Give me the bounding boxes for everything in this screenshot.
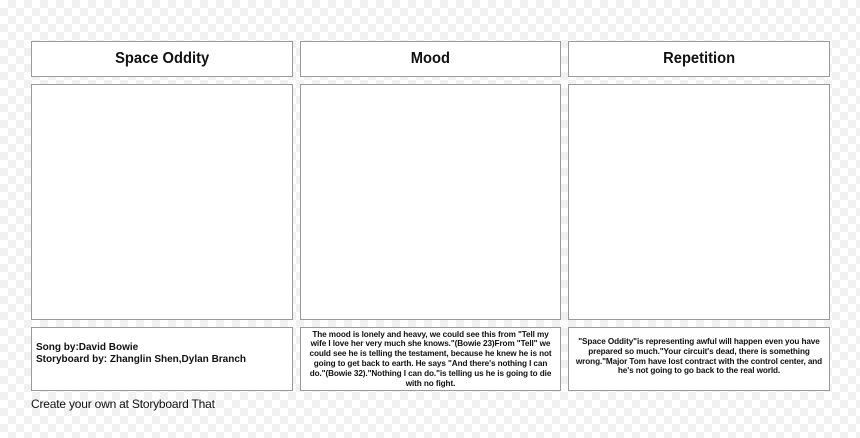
column-1-title-box [31,41,293,77]
column-2-title-box [300,41,561,77]
column-2-description: The mood is lonely and heavy, we could see this from "Tell my wife I love her very much she knows."(Bowie 23)From "Tell" we could see he is telling the testament, because he knew he is not going to get back to earth. He says "And there's nothing I can do."(Bowie 32)."Nothing I can do."is telling us he is going to die with no fight. [309,329,552,388]
song-credit: Song by:David Bowie [36,342,139,353]
column-1-description [36,342,286,365]
column-1-description-box [31,327,293,391]
column-1-title: Space Oddity [114,50,210,67]
column-2-description-box [300,327,561,391]
column-1-panel [31,84,293,320]
column-3-description-box [568,327,830,391]
storyboard-that-link[interactable]: Create your own at Storyboard That [31,397,215,411]
column-3-title: Repetition [663,50,735,67]
column-3-title-box [568,41,830,77]
column-3-description: "Space Oddity"is representing awful will happen even you have prepared so much."Your circuit's dead, there is something wrong."Major Tom have lost contract with the control center, and he's not going to go back to the real world. [575,337,823,376]
storyboard-credit: Storyboard by: Zhanglin Shen,Dylan Branch [36,353,247,365]
column-2-title: Mood [410,50,451,67]
column-2-panel [300,84,561,320]
column-3-panel [568,84,830,320]
